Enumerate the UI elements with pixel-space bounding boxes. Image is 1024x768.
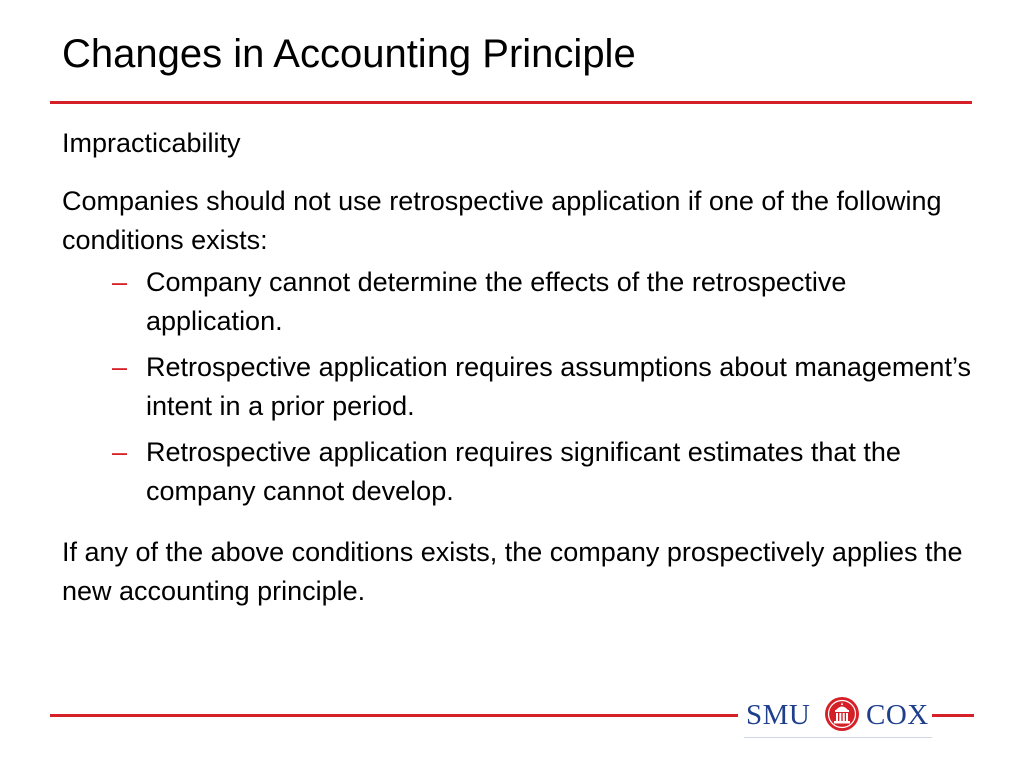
- dash-bullet-icon: –: [112, 352, 128, 382]
- dash-bullet-icon: –: [112, 267, 128, 297]
- logo-underline: [744, 737, 932, 738]
- footer-divider-right: [932, 714, 974, 717]
- slide-title: Changes in Accounting Principle: [62, 32, 636, 76]
- list-item-text: Retrospective application requires assumptions about management’s intent in a prior period.: [146, 352, 971, 421]
- logo-cox-text: COX: [866, 699, 929, 731]
- dash-bullet-icon: –: [112, 437, 128, 467]
- list-item: [112, 433, 972, 511]
- intro-paragraph: Companies should not use retrospective application if one of the following conditions exists:: [62, 186, 942, 255]
- list-item: [112, 348, 972, 426]
- logo-smu-text: SMU: [746, 699, 811, 731]
- conclusion-paragraph: If any of the above conditions exists, the company prospectively applies the new accounting principle.: [62, 537, 963, 606]
- list-item-text: Retrospective application requires significant estimates that the company cannot develop.: [146, 437, 901, 506]
- conditions-list: [62, 263, 972, 511]
- footer-divider-left: [50, 714, 738, 717]
- list-item-text: Company cannot determine the effects of the retrospective application.: [146, 267, 847, 336]
- slide-body: [62, 124, 972, 611]
- seal-icon: [824, 694, 860, 734]
- subheading: Impracticability: [62, 128, 241, 158]
- list-item: [112, 263, 972, 341]
- title-divider: [50, 101, 972, 104]
- smu-cox-logo: [744, 694, 932, 740]
